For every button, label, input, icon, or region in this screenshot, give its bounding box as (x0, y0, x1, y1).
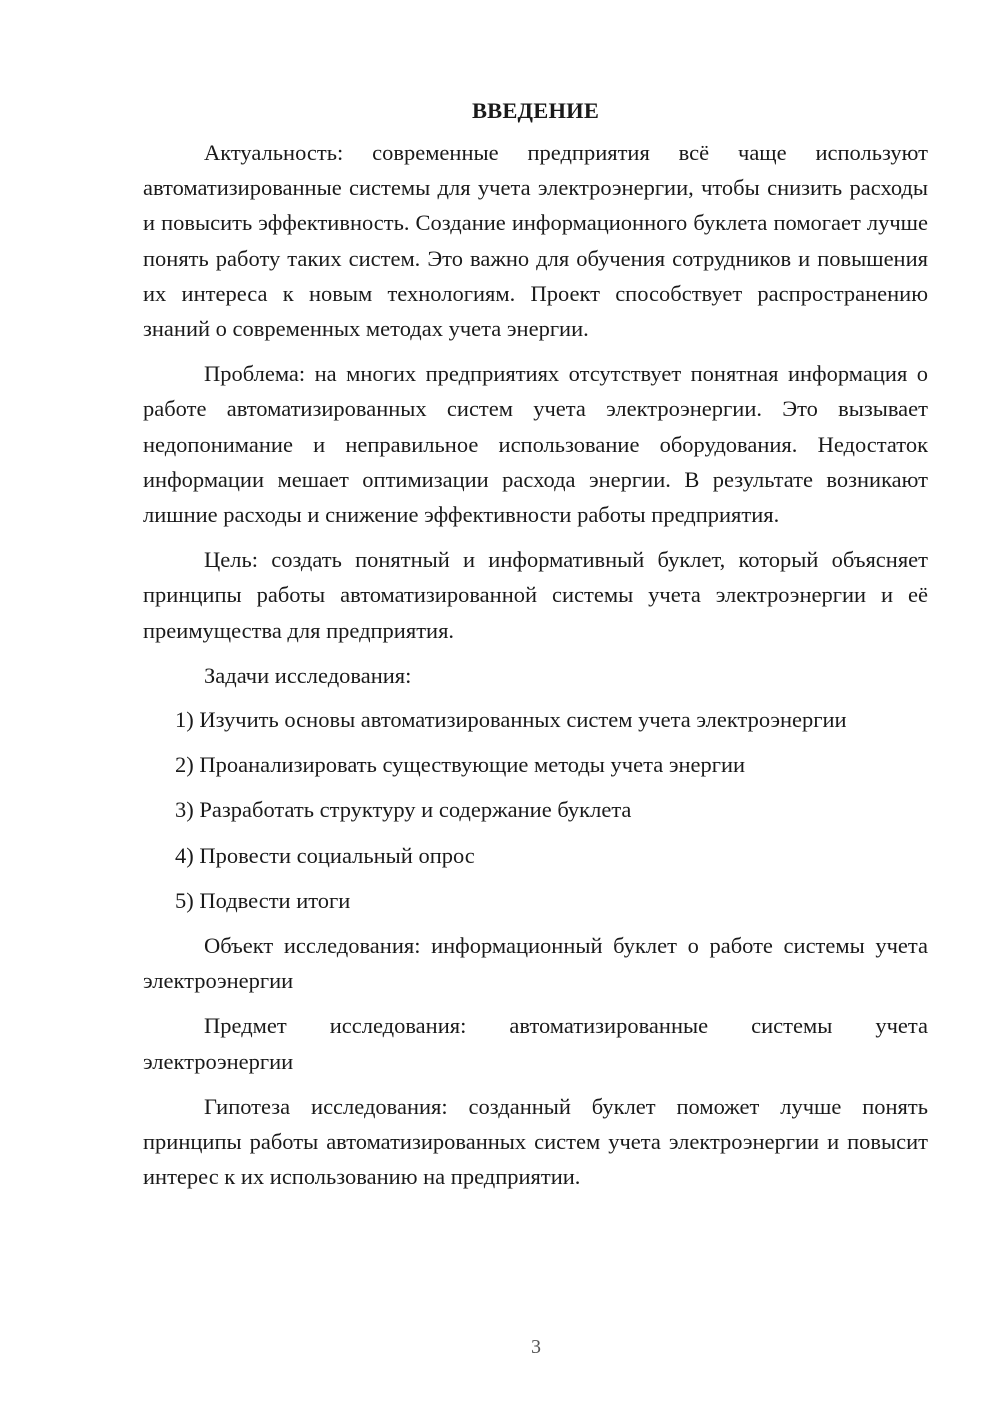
tasks-list (143, 702, 928, 918)
problem-paragraph: Проблема: на многих предприятиях отсутствует понятная информация о работе автоматизированных систем учета электроэнергии. Это вызывает недопонимание и неправильное использование оборудования. Недостаток информации мешает оптимизации расхода энергии. В результате возникают лишние расходы и снижение эффективности работы предприятия. (143, 361, 928, 528)
task-item-4: 4) Провести социальный опрос (175, 842, 475, 868)
goal-paragraph: Цель: создать понятный и информативный буклет, который объясняет принципы работы автоматизированной системы учета электроэнергии и её преимущества для предприятия. (143, 547, 928, 643)
task-item-2: 2) Проанализировать существующие методы учета энергии (175, 752, 746, 778)
page-content (143, 95, 928, 1204)
subject-paragraph: Предмет исследования: автоматизированные системы учета электроэнергии (143, 1013, 928, 1074)
task-item-3: 3) Разработать структуру и содержание буклета (175, 797, 632, 823)
task-item-1: 1) Изучить основы автоматизированных систем учета электроэнергии (175, 707, 847, 733)
page-number: 3 (531, 1336, 541, 1358)
page-title: ВВЕДЕНИЕ (471, 98, 600, 123)
hypothesis-paragraph: Гипотеза исследования: созданный буклет поможет лучше понять принципы работы автоматизированных систем учета электроэнергии и повысит интерес к их использованию на предприятии. (143, 1093, 928, 1190)
relevance-paragraph: Актуальность: современные предприятия всё чаще используют автоматизированные системы для учета электроэнергии, чтобы снизить расходы и повысить эффективность. Создание информационного буклета помогает лучше понять работу таких систем. Это важно для обучения сотрудников и повышения их интереса к новым технологиям. Проект способствует распространению знаний о современных методах учета энергии. (143, 140, 928, 342)
object-paragraph: Объект исследования: информационный буклет о работе системы учета электроэнергии (143, 933, 928, 994)
task-item-5: 5) Подвести итоги (175, 887, 351, 913)
tasks-heading: Задачи исследования: (204, 662, 412, 688)
